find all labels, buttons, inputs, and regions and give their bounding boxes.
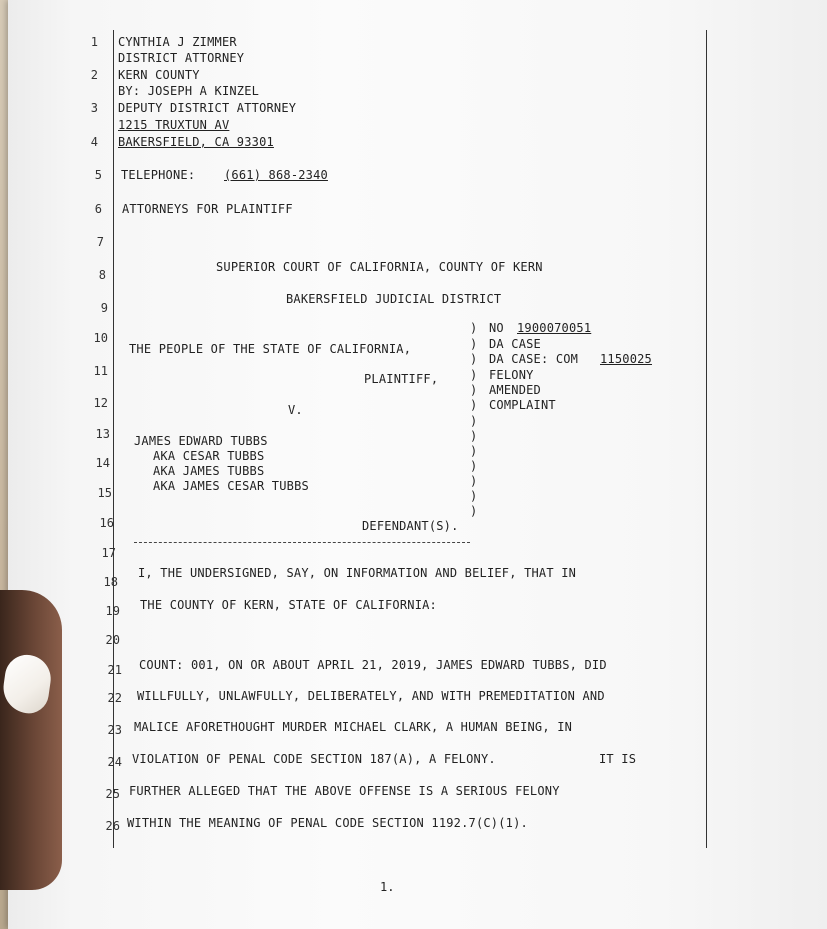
caption-bracket: )	[470, 398, 478, 412]
line-number: 11	[93, 364, 108, 378]
count-line-1: COUNT: 001, ON OR ABOUT APRIL 21, 2019, JAMES EDWARD TUBBS, DID	[139, 658, 607, 672]
court-name: SUPERIOR COURT OF CALIFORNIA, COUNTY OF KERN	[216, 260, 543, 274]
caption-bracket: )	[470, 444, 478, 458]
attorney-county: KERN COUNTY	[118, 68, 200, 82]
caption-bracket: )	[470, 352, 478, 366]
line-number: 7	[96, 235, 104, 249]
count-line-6: WITHIN THE MEANING OF PENAL CODE SECTION 1192.7(C)(1).	[127, 816, 528, 830]
caption-divider	[134, 542, 470, 543]
caption-bracket: )	[470, 414, 478, 428]
line-number: 4	[90, 135, 98, 149]
line-number: 26	[105, 819, 120, 833]
attorney-name: CYNTHIA J ZIMMER	[118, 35, 237, 49]
line-number: 17	[101, 546, 116, 560]
city-address: BAKERSFIELD, CA 93301	[118, 135, 274, 149]
holding-thumb	[0, 590, 62, 890]
document-type-complaint: COMPLAINT	[489, 398, 556, 412]
line-number: 18	[103, 575, 118, 589]
telephone-number: (661) 868-2340	[224, 168, 328, 182]
line-number: 22	[107, 691, 122, 705]
telephone-label: TELEPHONE:	[121, 168, 196, 182]
line-number: 13	[95, 427, 110, 441]
count-line-4: VIOLATION OF PENAL CODE SECTION 187(A), A FELONY.	[132, 752, 496, 766]
intro-line-1: I, THE UNDERSIGNED, SAY, ON INFORMATION AND BELIEF, THAT IN	[138, 566, 577, 580]
count-line-5: FURTHER ALLEGED THAT THE ABOVE OFFENSE IS A SERIOUS FELONY	[129, 784, 560, 798]
plaintiff-label: PLAINTIFF,	[364, 372, 439, 386]
caption-bracket: )	[470, 321, 478, 335]
line-number: 15	[97, 486, 112, 500]
document-type-felony: FELONY	[489, 368, 534, 382]
line-number: 21	[107, 663, 122, 677]
caption-bracket: )	[470, 368, 478, 382]
da-case-number: 1150025	[600, 352, 652, 366]
da-case-label: DA CASE	[489, 337, 541, 351]
defendant-label: DEFENDANT(S).	[362, 519, 459, 533]
case-number-label: NO	[489, 321, 504, 335]
count-line-3: MALICE AFORETHOUGHT MURDER MICHAEL CLARK, A HUMAN BEING, IN	[134, 720, 573, 734]
judicial-district: BAKERSFIELD JUDICIAL DISTRICT	[286, 292, 502, 306]
line-number: 25	[105, 787, 120, 801]
line-number: 16	[99, 516, 114, 530]
da-case-com-label: DA CASE: COM	[489, 352, 579, 366]
plaintiff-name: THE PEOPLE OF THE STATE OF CALIFORNIA,	[129, 342, 412, 356]
caption-bracket: )	[470, 383, 478, 397]
line-number: 23	[107, 723, 122, 737]
defendant-alias: AKA JAMES TUBBS	[153, 464, 265, 478]
line-number: 20	[105, 633, 120, 647]
deputy-title: DEPUTY DISTRICT ATTORNEY	[118, 101, 297, 115]
line-number: 24	[107, 755, 122, 769]
case-number: 1900070051	[517, 321, 592, 335]
caption-bracket: )	[470, 337, 478, 351]
count-line-4-end: IT IS	[599, 752, 637, 766]
line-number: 6	[94, 202, 102, 216]
intro-line-2: THE COUNTY OF KERN, STATE OF CALIFORNIA:	[140, 598, 437, 612]
line-number: 10	[93, 331, 108, 345]
count-line-2: WILLFULLY, UNLAWFULLY, DELIBERATELY, AND WITH PREMEDITATION AND	[137, 689, 605, 703]
line-number: 8	[98, 268, 106, 282]
document-type-amended: AMENDED	[489, 383, 541, 397]
line-number: 1	[90, 35, 98, 49]
right-margin-rule	[706, 30, 707, 848]
versus: V.	[288, 403, 303, 417]
defendant-name: JAMES EDWARD TUBBS	[134, 434, 268, 448]
caption-bracket: )	[470, 504, 478, 518]
caption-bracket: )	[470, 474, 478, 488]
line-number: 19	[105, 604, 120, 618]
page-number: 1.	[380, 880, 395, 894]
defendant-alias: AKA CESAR TUBBS	[153, 449, 265, 463]
caption-bracket: )	[470, 489, 478, 503]
caption-bracket: )	[470, 429, 478, 443]
defendant-alias: AKA JAMES CESAR TUBBS	[153, 479, 309, 493]
street-address: 1215 TRUXTUN AV	[118, 118, 230, 132]
attorneys-for-plaintiff: ATTORNEYS FOR PLAINTIFF	[122, 202, 293, 216]
line-number: 2	[90, 68, 98, 82]
line-number: 14	[95, 456, 110, 470]
attorney-title: DISTRICT ATTORNEY	[118, 51, 245, 65]
caption-bracket: )	[470, 459, 478, 473]
line-number: 3	[90, 101, 98, 115]
line-number: 9	[100, 301, 108, 315]
deputy-name: BY: JOSEPH A KINZEL	[118, 84, 260, 98]
line-number: 5	[94, 168, 102, 182]
line-number: 12	[93, 396, 108, 410]
